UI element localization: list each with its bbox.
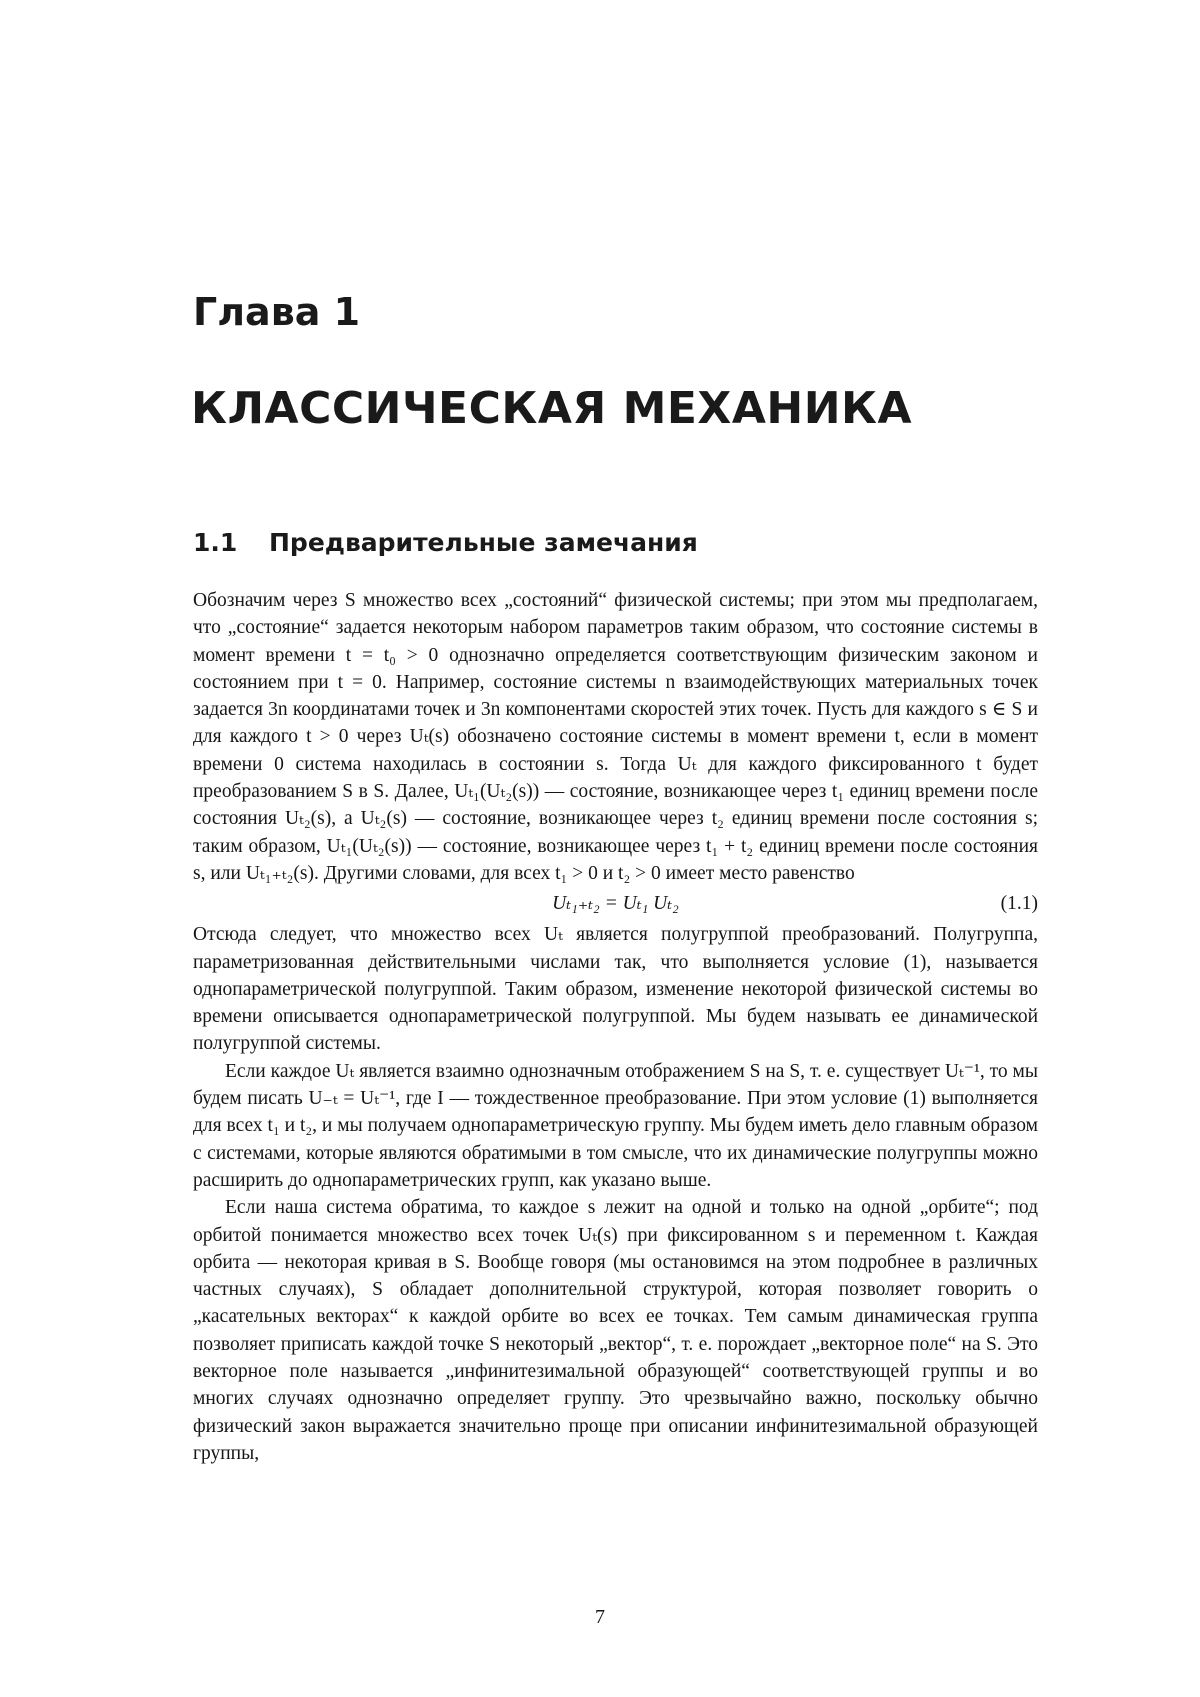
paragraph-3: Если каждое Uₜ является взаимно однозначным отображением S на S, т. е. существует Uₜ⁻¹, то мы будем писать U₋ₜ = Uₜ⁻¹, где I — тождественное преобразование. При этом условие (1) выполняется для всех t₁ и t₂, и мы получаем однопараметрическую группу. Мы будем иметь дело главным образом с системами, которые являются обратимыми в том смысле, что их динамические полугруппы можно расширить до однопараметрических групп, как указано выше. [193,1060,1038,1191]
body-text [193,587,1038,1467]
page-number: 7 [595,1606,605,1628]
chapter-label: Глава 1 [193,290,361,334]
paragraph-1: Обозначим через S множество всех „состояний“ физической системы; при этом мы предполагаем, что „состояние“ задается некоторым набором параметров таким образом, что состояние системы в момент времени t = t₀ > 0 однозначно определяется соответствующим физическим законом и состоянием при t = 0. Например, состояние системы n взаимодействующих материальных точек задается 3n координатами точек и 3n компонентами скоростей этих точек. Пусть для каждого s ∈ S и для каждого t > 0 через Uₜ(s) обозначено состояние системы в момент времени t, если в момент времени 0 система находилась в состоянии s. Тогда Uₜ для каждого фиксированного t будет преобразованием S в S. Далее, Uₜ₁(Uₜ₂(s)) — состояние, возникающее через t₁ единиц времени после состояния Uₜ₂(s), а Uₜ₂(s) — состояние, возникающее через t₂ единиц времени после состояния s; таким образом, Uₜ₁(Uₜ₂(s)) — состояние, возникающее через t₁ + t₂ единиц времени после состояния s, или Uₜ₁₊ₜ₂(s). Другими словами, для всех t₁ > 0 и t₂ > 0 имеет место равенство [193,590,1038,884]
section-heading [193,528,698,557]
section-number: 1.1 [193,528,238,557]
equation-1-1 [193,887,1038,921]
paragraph-2: Отсюда следует, что множество всех Uₜ является полугруппой преобразований. Полугруппа, параметризованная действительными числами так, что выполняется условие (1), называется однопараметрической полугруппой. Таким образом, изменение некоторой физической системы во времени описывается однопараметрической полугруппой. Мы будем называть ее динамической полугруппой системы. [193,924,1038,1055]
equation-expression: Uₜ₁₊ₜ₂ = Uₜ₁ Uₜ₂ [552,893,679,915]
equation-number: (1.1) [1000,893,1038,915]
paragraph-4: Если наша система обратима, то каждое s лежит на одной и только на одной „орбите“; под орбитой понимается множество всех точек Uₜ(s) при фиксированном s и переменном t. Каждая орбита — некоторая кривая в S. Вообще говоря (мы остановимся на этом подробнее в различных частных случаях), S обладает дополнительной структурой, которая позволяет говорить о „касательных векторах“ к каждой орбите во всех ее точках. Тем самым динамическая группа позволяет приписать каждой точке S некоторый „вектор“, т. е. порождает „векторное поле“ на S. Это векторное поле называется „инфинитезимальной образующей“ соответствующей группы и во многих случаях однозначно определяет группу. Это чрезвычайно важно, поскольку обычно физический закон выражается значительно проще при описании инфинитезимальной образующей группы, [193,1197,1038,1464]
chapter-title: КЛАССИЧЕСКАЯ МЕХАНИКА [191,383,913,434]
section-title: Предварительные замечания [269,528,698,557]
